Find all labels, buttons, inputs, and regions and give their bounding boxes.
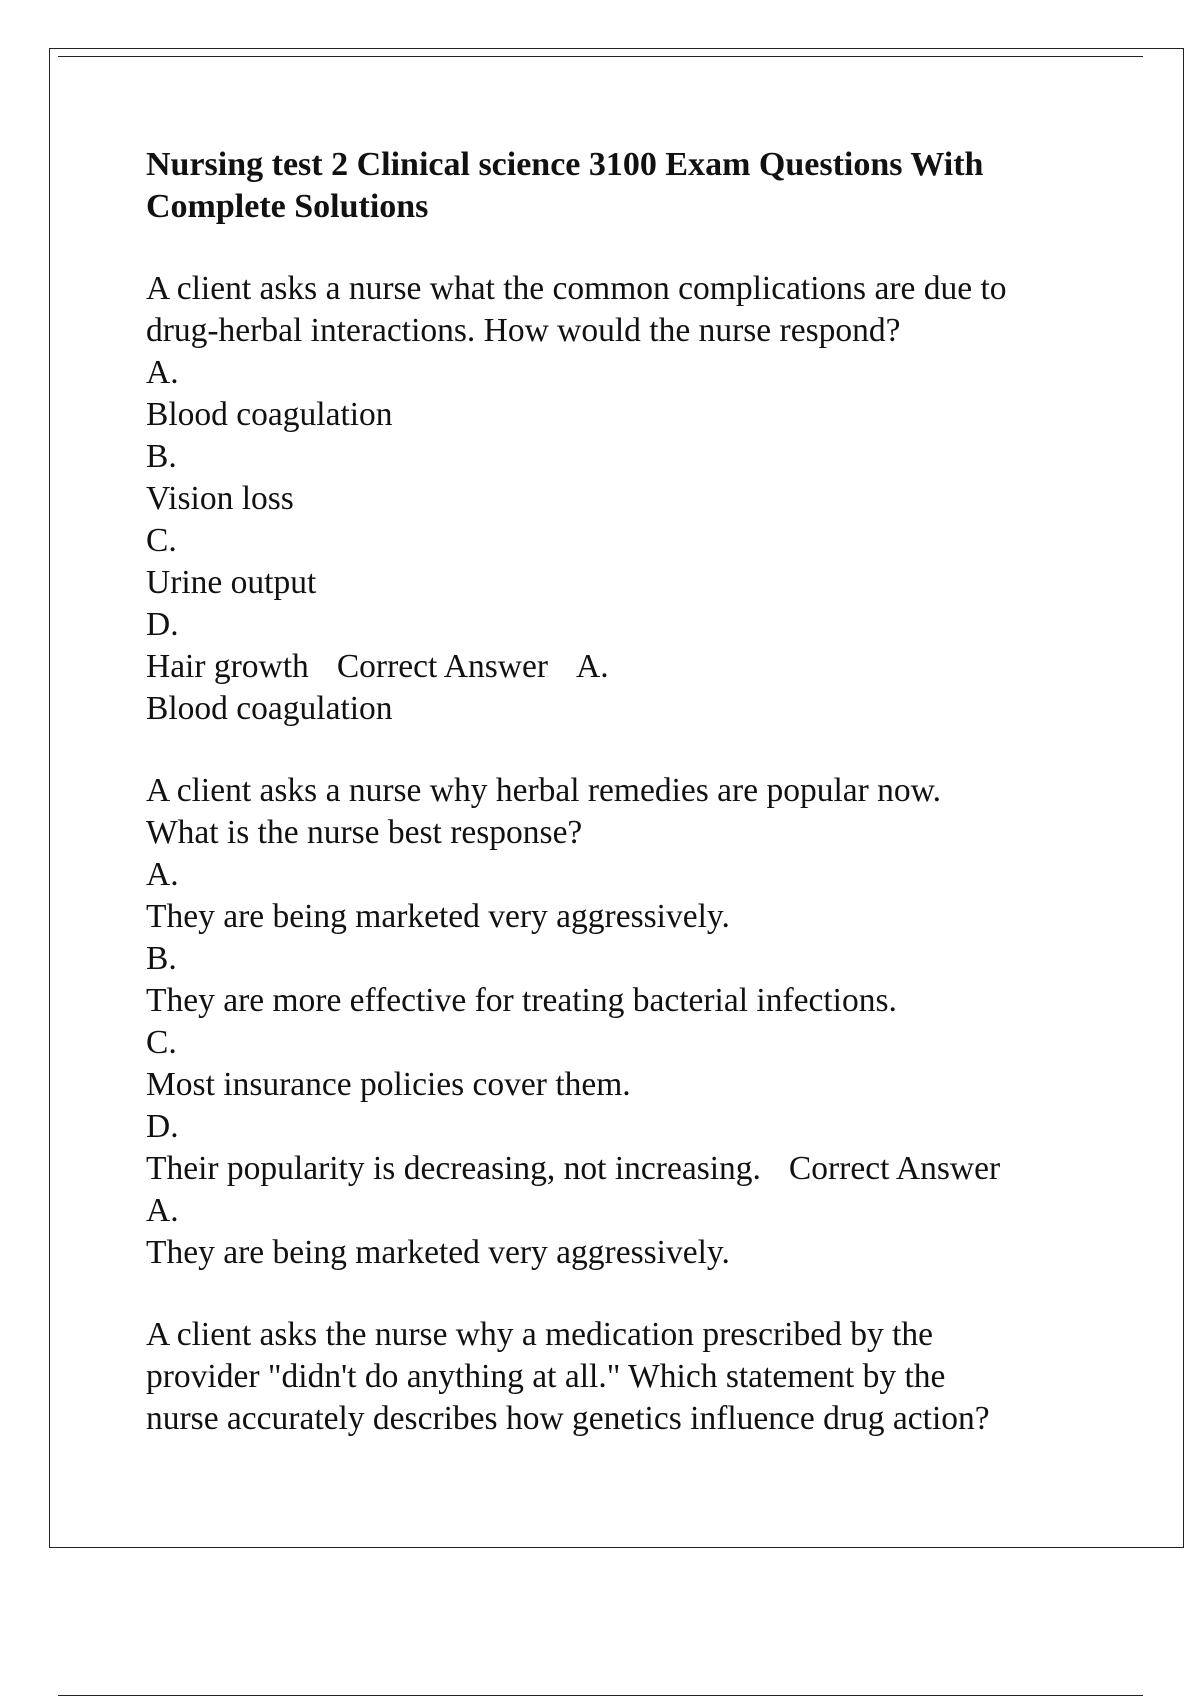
stem-line: A client asks the nurse why a medication prescribed by the: [146, 1316, 934, 1353]
stem-line: What is the nurse best response?: [146, 814, 583, 851]
question-3: [146, 1314, 1106, 1440]
stem-line: A client asks a nurse why herbal remedies are popular now.: [146, 772, 942, 809]
option-letter: C.: [146, 1024, 177, 1061]
option-text: Blood coagulation: [146, 396, 393, 433]
option-letter: D.: [146, 1108, 179, 1145]
stem-line: drug-herbal interactions. How would the nurse respond?: [146, 312, 901, 349]
title-line: Nursing test 2 Clinical science 3100 Exam Questions With: [146, 146, 984, 183]
question-stem: [146, 770, 1106, 854]
document-title: [146, 144, 1106, 228]
option-text: Urine output: [146, 564, 317, 601]
option-text: Their popularity is decreasing, not increasing.: [146, 1150, 761, 1187]
document-content: [146, 144, 1106, 1440]
answer-letter: A.: [146, 1192, 179, 1229]
option-letter: A.: [146, 856, 179, 893]
option-letter: B.: [146, 940, 177, 977]
question-2: [146, 770, 1106, 1274]
answer-letter: A.: [576, 648, 609, 685]
correct-answer-label: Correct Answer: [336, 648, 548, 685]
option-letter: C.: [146, 522, 177, 559]
option-with-answer-line: [146, 1148, 1106, 1190]
option-letter: D.: [146, 606, 179, 643]
answer-text: Blood coagulation: [146, 690, 393, 727]
answer-text: They are being marketed very aggressively.: [146, 1234, 730, 1271]
option-text: Most insurance policies cover them.: [146, 1066, 631, 1103]
question-1: [146, 268, 1106, 730]
option-with-answer-line: [146, 646, 1106, 688]
footer-rule: [58, 1695, 1143, 1696]
option-letter: A.: [146, 354, 179, 391]
question-stem: [146, 1314, 1106, 1440]
question-stem: [146, 268, 1106, 352]
stem-line: provider "didn't do anything at all." Which statement by the: [146, 1358, 946, 1395]
option-text: Hair growth: [146, 648, 309, 685]
stem-line: A client asks a nurse what the common complications are due to: [146, 270, 1007, 307]
header-rule: [58, 56, 1143, 57]
option-text: They are more effective for treating bacterial infections.: [146, 982, 897, 1019]
option-text: Vision loss: [146, 480, 294, 517]
correct-answer-label: Correct Answer: [788, 1150, 1001, 1187]
title-line: Complete Solutions: [146, 188, 429, 225]
option-letter: B.: [146, 438, 177, 475]
option-text: They are being marketed very aggressively.: [146, 898, 730, 935]
stem-line: nurse accurately describes how genetics influence drug action?: [146, 1400, 990, 1437]
